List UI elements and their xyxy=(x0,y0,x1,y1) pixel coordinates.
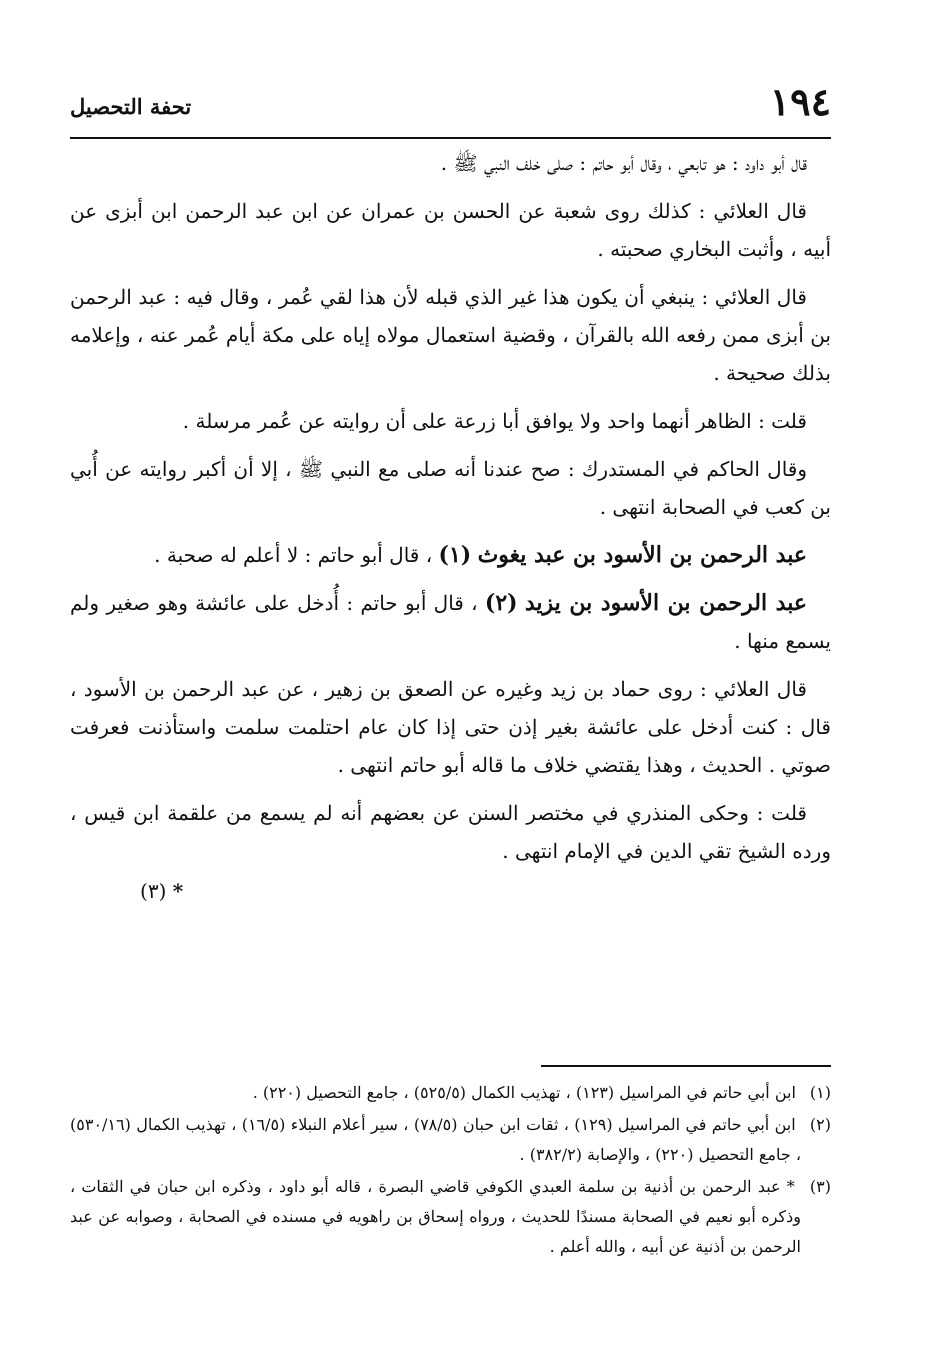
book-title: تحفة التحصيل xyxy=(70,94,192,119)
footnote-divider xyxy=(541,1065,831,1067)
entry-text: ، قال أبو حاتم : أُدخل على عائشة وهو صغير ولم يسمع منها . xyxy=(70,591,831,653)
paragraph: قال العلائي : ينبغي أن يكون هذا غير الذي قبله لأن هذا لقي عُمر ، وقال فيه : عبد الرحمن بن أبزى ممن رفعه الله بالقرآن ، وقضية استعمال مولاه إياه على مكة أيام عُمر عنه ، وإعلامه بذلك صحيحة . xyxy=(70,285,832,385)
asterisk-entry xyxy=(70,876,831,906)
footnotes xyxy=(70,1078,831,1264)
footnote-number: (٢) xyxy=(809,1115,832,1134)
footnote xyxy=(70,1110,831,1170)
header-divider xyxy=(70,137,831,139)
footnote-ref: (١) xyxy=(438,542,472,568)
entry-name: عبد الرحمن بن الأسود بن يزيد xyxy=(524,590,808,616)
paragraph: وقال الحاكم في المستدرك : صح عندنا أنه صلى مع النبي ﷺ ، إلا أن أكبر روايته عن أُبي بن كعب في الصحابة انتهى . xyxy=(70,457,831,519)
entry-paragraph xyxy=(70,584,831,660)
entry-text: ، قال أبو حاتم : لا أعلم له صحبة . xyxy=(154,543,433,567)
entry-name: عبد الرحمن بن الأسود بن عبد يغوث xyxy=(477,542,807,568)
main-text xyxy=(70,144,831,906)
footnote-ref: (٣) xyxy=(140,879,167,903)
page-number: ١٩٤ xyxy=(769,79,831,124)
paragraph: قال العلائي : روى حماد بن زيد وغيره عن الصعق بن زهير ، عن عبد الرحمن بن الأسود ، قال : كنت أدخل على عائشة بغير إذن حتى إذا كان عام احتلمت سلمت واستأذنت فعرفت صوتي . الحديث ، وهذا يقتضي خلاف ما قاله أبو حاتم انتهى . xyxy=(70,677,831,777)
paragraph: قال أبو داود : هو تابعي ، وقال أبو حاتم : صلى خلف النبي ﷺ . xyxy=(440,151,807,175)
footnote xyxy=(70,1172,831,1262)
entry-paragraph xyxy=(70,536,831,574)
footnote xyxy=(70,1078,831,1108)
footnote-ref: (٢) xyxy=(484,590,518,616)
footnote-number: (١) xyxy=(809,1083,831,1102)
footnote-text: * عبد الرحمن بن أذنية بن سلمة العبدي الكوفي قاضي البصرة ، قاله أبو داود ، وذكره ابن حبان في الثقات ، وذكره أبو نعيم في الصحابة مسندًا للحديث ، ورواه إسحاق بن راهويه في مسنده في الصحابة ، وصوابه عن عبد الرحمن بن أذنية عن أبيه ، والله أعلم . xyxy=(70,1177,801,1256)
footnote-number: (٣) xyxy=(809,1177,831,1196)
paragraph: قال العلائي : كذلك روى شعبة عن الحسن بن عمران عن ابن عبد الرحمن ابن أبزى عن أبيه ، وأثبت البخاري صحبته . xyxy=(70,199,831,261)
footnote-text: ابن أبي حاتم في المراسيل (١٢٣) ، تهذيب الكمال (٥٢٥/٥) ، جامع التحصيل (٢٢٠) . xyxy=(252,1083,796,1102)
paragraph: قلت : وحكى المنذري في مختصر السنن عن بعضهم أنه لم يسمع من علقمة ابن قيس ، ورده الشيخ تقي الدين في الإمام انتهى . xyxy=(70,801,831,863)
asterisk-mark: * xyxy=(172,879,184,903)
page-header xyxy=(70,78,831,138)
footnote-text: ابن أبي حاتم في المراسيل (١٢٩) ، ثقات ابن حبان (٧٨/٥) ، سير أعلام النبلاء (١٦/٥) ، تهذيب الكمال (٥٣٠/١٦) ، جامع التحصيل (٢٢٠) ، والإصابة (٣٨٢/٢) . xyxy=(70,1115,801,1164)
paragraph: قلت : الظاهر أنهما واحد ولا يوافق أبا زرعة على أن روايته عن عُمر مرسلة . xyxy=(182,409,807,433)
